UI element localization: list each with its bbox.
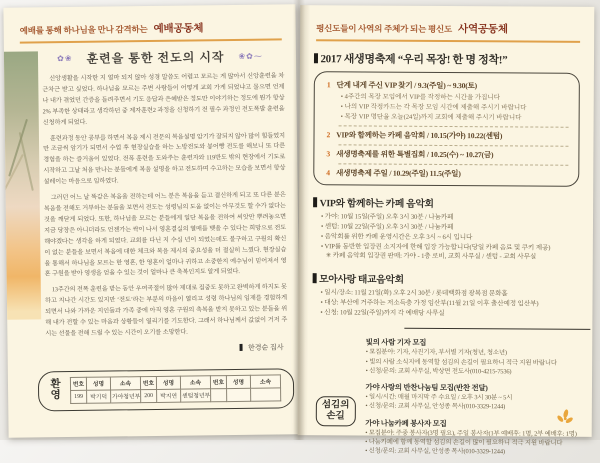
welcome-table: [70, 374, 281, 404]
grass-stem-decoration: [8, 119, 27, 177]
service-notices: [365, 334, 578, 463]
dashed-divider: [338, 144, 568, 146]
story-body: [42, 71, 287, 340]
service-label-badge: [316, 397, 356, 427]
col-header: 성명: [226, 375, 250, 388]
item-number: 1: [326, 80, 331, 90]
left-page: [3, 4, 300, 438]
story-title-row: [40, 47, 280, 67]
col-header: 번호: [210, 375, 226, 388]
item-title: 새생명축제 주일 / 10.29(주일) 11.5(주일): [335, 168, 461, 179]
bullet-line: • 목장 VIP 명단을 오늘(24일)까지 교회에 제출해 주시기 바랍니다: [340, 112, 522, 121]
col-header: 번호: [70, 377, 86, 390]
bullet-line: • 일시/장소: 11월 21일(화) 오후 2시 30분 / 롯데백화점 광복점 문화홀: [320, 289, 508, 298]
page-fold: [293, 0, 305, 440]
col-header: 소속: [250, 375, 280, 388]
moa-concert-title: 모아사랑 태교음악회: [319, 274, 404, 286]
cafe-concert-title: VIP와 함께하는 카페 음악회: [319, 198, 434, 211]
festival-item: [326, 168, 568, 180]
bullet-line: • 일시/시간: 매월 마지막 주 수요일 / 오후 3시 30분 ~ 5시: [365, 393, 513, 402]
grass-stem-decoration: [19, 132, 34, 191]
welcome-data-row: [71, 388, 281, 404]
left-header-community: 예배공동체: [153, 23, 204, 35]
welcome-label: [49, 379, 62, 401]
notice-title: 가야 나눔카페 봉사자 모집: [365, 418, 447, 428]
notice-bullets: [365, 428, 578, 457]
table-cell: [251, 388, 281, 401]
table-cell: [211, 388, 227, 401]
flower-right-icon: ❀✿⁓: [238, 51, 263, 61]
bullet-line: • 신청/문의: 교회 사무실, 안성종 목사(010-3329-1244): [365, 447, 505, 456]
item-bullets: [341, 92, 569, 123]
bullet-line: • 나눔카페에 함께 동역할 섬김의 손길이 많이 필요하니 적극 지원 바랍니다: [365, 438, 563, 447]
bullet-line: • 모집분야: 주중 봉사자(3명 필요), 주일 봉사자(1부 예배후: 1명, 2부 예배후: 1명): [365, 429, 577, 438]
item-number: 3: [326, 149, 331, 159]
notice-title: 가야 사랑의 반찬나눔팀 모집(반찬 전달): [365, 382, 488, 393]
bullet-line: • 가야: 10월 15일(주일) 오후 3시 30분 / 나눔카페: [321, 213, 454, 222]
service-section: [312, 333, 579, 463]
dashed-divider: [339, 125, 569, 127]
bullet-line: • 음악회를 위한 카페 운영시간은 오후 3시 ~ 6시 입니다: [320, 232, 473, 241]
bullet-line: • 신청/문의: 교회 사무실, 박상면 전도사(010-4215-7536): [365, 367, 512, 376]
item-title: VIP와 함께하는 카페 음악회 / 10.15(가야) 10.22(센텀): [336, 130, 503, 141]
bullet-line: • 신청: 10월 22일(주일)까지 각 예배당 사무실: [320, 308, 445, 317]
right-header-prefix: 평신도들이 사역의 주체가 되는 평신도: [316, 23, 453, 35]
story-paragraph: 그러던 어느 날 똑같은 복음을 전하는데 어느 분은 복음을 듣고 결신하게 되고 또 다른 분은 복음을 전해도 거부하는 분들을 보면서 전도는 성령님의 도움 없이는 아무것도 할 수가 없다는 것을 깨닫게 되었다. 또한, 하나님을 모르는 분들에게 일단 복음을 전하여 씨앗만 뿌려놓으면 지금 당장은 아니더라도 언젠가는 싹이 나서 영혼결실의 열매를 맺을 수 있다는 희망으로 전도해야겠다는 생각을 하게 되었다. 교회를 다닌 지 수십 년이 되었는데도 불구하고 구원의 확신이 없는 분들을 보면서 복음에 대한 체크와 복음 제시의 중요성을 더 절실히 느꼈다. 현장실습을 통해서 하나님을 모르는 한 영혼, 한 영혼이 얼마나 귀하고 소중한지 예수님이 믿어져서 영혼 구원을 받아 영생을 얻을 수 있는 것이 얼마나 큰 축복인지도 알게 되었다.: [43, 191, 287, 278]
service-label-line: 섬김의: [321, 400, 350, 411]
left-header-prefix: 예배를 통해 하나님을 만나 감격하는: [19, 24, 148, 36]
notice: [365, 417, 578, 457]
table-cell: 가야청년부: [111, 389, 141, 402]
story-paragraph: 신앙생활을 시작한 지 얼마 되지 않아 성경 말씀도 어렵고 모르는 게 많아서 신앙훈련을 차근차근 받고 싶었다. 하나님을 모르는 주변 사람들이 어떻게 교회 가게 되었냐고 물으면 언제나 내가 겪었던 간증을 들려주면서 기도 응답과 은혜받은 정도만 이야기하는 정도에 뭔가 항상 2% 부족한 상태라고 생각하던 중 제자훈련2 과정을 신청하기 전 필수 과정인 전도폭발 훈련을 신청하게 되었다.: [42, 72, 285, 126]
bullet-line: • 모집분야: 기자, 사진기자, 부서별 기자(청년, 청소년): [365, 348, 507, 357]
notice: [366, 337, 579, 377]
dashed-divider: [338, 163, 568, 165]
nature-photo: [4, 51, 41, 319]
bullet-line: • 신청/문의: 교회 사무실, 안성종 목사(010-3329-1244): [365, 402, 506, 411]
cafe-concert-bullets: [321, 212, 579, 262]
col-header: 소속: [180, 376, 210, 389]
service-label-line: 손길: [326, 411, 345, 422]
table-cell: 199: [71, 390, 87, 403]
item-number: 2: [326, 130, 331, 140]
signature-name: 한경순 집사: [247, 343, 284, 352]
col-header: 소속: [110, 376, 140, 389]
corner-flower-icon: [554, 409, 576, 432]
story-paragraph: 13주간의 전폭 훈련을 받는 동안 우여곡절이 많아 제대로 집중도 못하고 완벽하게 하지도 못하고 지나간 시간도 있지만 ‘전도’라는 부분의 마음이 열리고 성령 하나님의 임재를 경험하게 되면서 나와 가까운 지인들과 가족 중에 아직 영혼 구원의 축복을 받지 못하고 있는 분들을 위해 내가 전할 수 있는 마음과 상황들이 열리기를 기도한다. 그래서 하나님께서 값없이 거저 주시는 선물을 전해 드릴 수 있는 시간이 오기를 소망한다.: [44, 283, 288, 338]
moa-concert-heading: [313, 271, 579, 287]
festival-heading: [314, 50, 580, 68]
bullet-line: ✳ 카페 음악회 입장권 판매: 가야 - 1층 로비, 교회 사무실 / 센텀 - 교회 사무실: [325, 252, 537, 261]
festival-item: [326, 149, 568, 161]
festival-item: [326, 130, 568, 142]
bullet-line: • 대상: 부산에 거주하는 저소득층 가정 임산부(11월 21일 이후 출산예정 임산부): [320, 298, 539, 308]
notice-title: 빛의 사람 기자 모집: [365, 337, 427, 348]
cafe-concert-heading: [313, 195, 579, 211]
table-cell: 박기덕: [87, 390, 111, 403]
table-cell: [227, 388, 251, 401]
bullet-line: • 빛의 사람 소식지에 동역할 섬김의 손길이 필요하니 적극 지원 바랍니다: [365, 358, 557, 367]
col-header: 성명: [86, 377, 110, 390]
heading-bar-icon: [313, 273, 317, 283]
notice-bullets: [365, 393, 578, 413]
col-header: 성명: [156, 376, 180, 389]
festival-schedule-box: [313, 71, 580, 187]
table-cell: 센텀청년부: [181, 389, 211, 402]
story-title: 훈련을 통한 전도의 시작: [86, 50, 225, 66]
welcome-box: [38, 368, 294, 411]
heading-bar-icon: [313, 197, 317, 207]
festival-title: 2017 새생명축제 “우리 목장! 한 명 정착!”: [320, 53, 508, 67]
item-number: 4: [326, 168, 331, 178]
right-header-community: 사역공동체: [458, 24, 508, 36]
bullet-line: • 나의 VIP 작정카드는 각 목장 모임 시간에 제출해 주시기 바랍니다: [340, 103, 527, 112]
section-divider: [404, 328, 590, 330]
signature-bar-icon: [239, 344, 242, 351]
left-page-header: [20, 17, 282, 43]
col-header: 번호: [140, 376, 156, 389]
story-paragraph: 훈련과정 동안 공부를 하면서 복음 제시 전문의 복음설명 암기가 잘되지 않아 많이 힘들었지만 조금씩 암기가 되면서 수업 후 현장실습을 하는 노방전도와 붕어빵 전도를 해보니 또 다른 경험을 하는 즐거움이 있었다. 전폭 훈련을 도와주는 훈련자와 119반도 밖의 현장에서 기도로 시작하고 그날 처음 만나는 분들에게 복음 설명을 하고 전도하며 수고하는 모습을 보면서 항상 설레이는 마음으로 임하였다.: [43, 131, 286, 186]
welcome-label-char: 환: [50, 379, 61, 391]
right-page-header: [316, 18, 580, 43]
festival-item: [327, 79, 569, 123]
bullet-line: • 센텀: 10월 22일(주일) 오후 3시 30분 / 나눔카페: [320, 223, 454, 232]
flower-left-icon: ✿❀: [57, 53, 73, 64]
notice: [365, 382, 578, 413]
notice-bullets: [366, 348, 579, 377]
bullet-line: • VIP를 동반한 입장권 소지자에 한해 입장 가능합니다(당일 카페 음료 및 쿠키 제공): [320, 242, 551, 252]
bullet-line: • 4주간의 목장 모임에서 VIP를 작정하는 시간을 가집니다: [340, 93, 501, 102]
moa-concert-bullets: [320, 288, 578, 319]
right-page: [298, 5, 595, 456]
table-cell: 박지연: [157, 389, 181, 402]
heading-bar-icon: [314, 53, 318, 63]
signature: [8, 342, 284, 355]
table-cell: 200: [141, 389, 157, 402]
welcome-label-char: 영: [50, 390, 61, 402]
item-title: 새생명축제를 위한 특별집회 / 10.25(수) ~ 10.27(금): [336, 149, 494, 160]
item-title: 단계 내게 주신 VIP 찾기 / 9.3(주일) ~ 9.30(토): [336, 80, 478, 91]
